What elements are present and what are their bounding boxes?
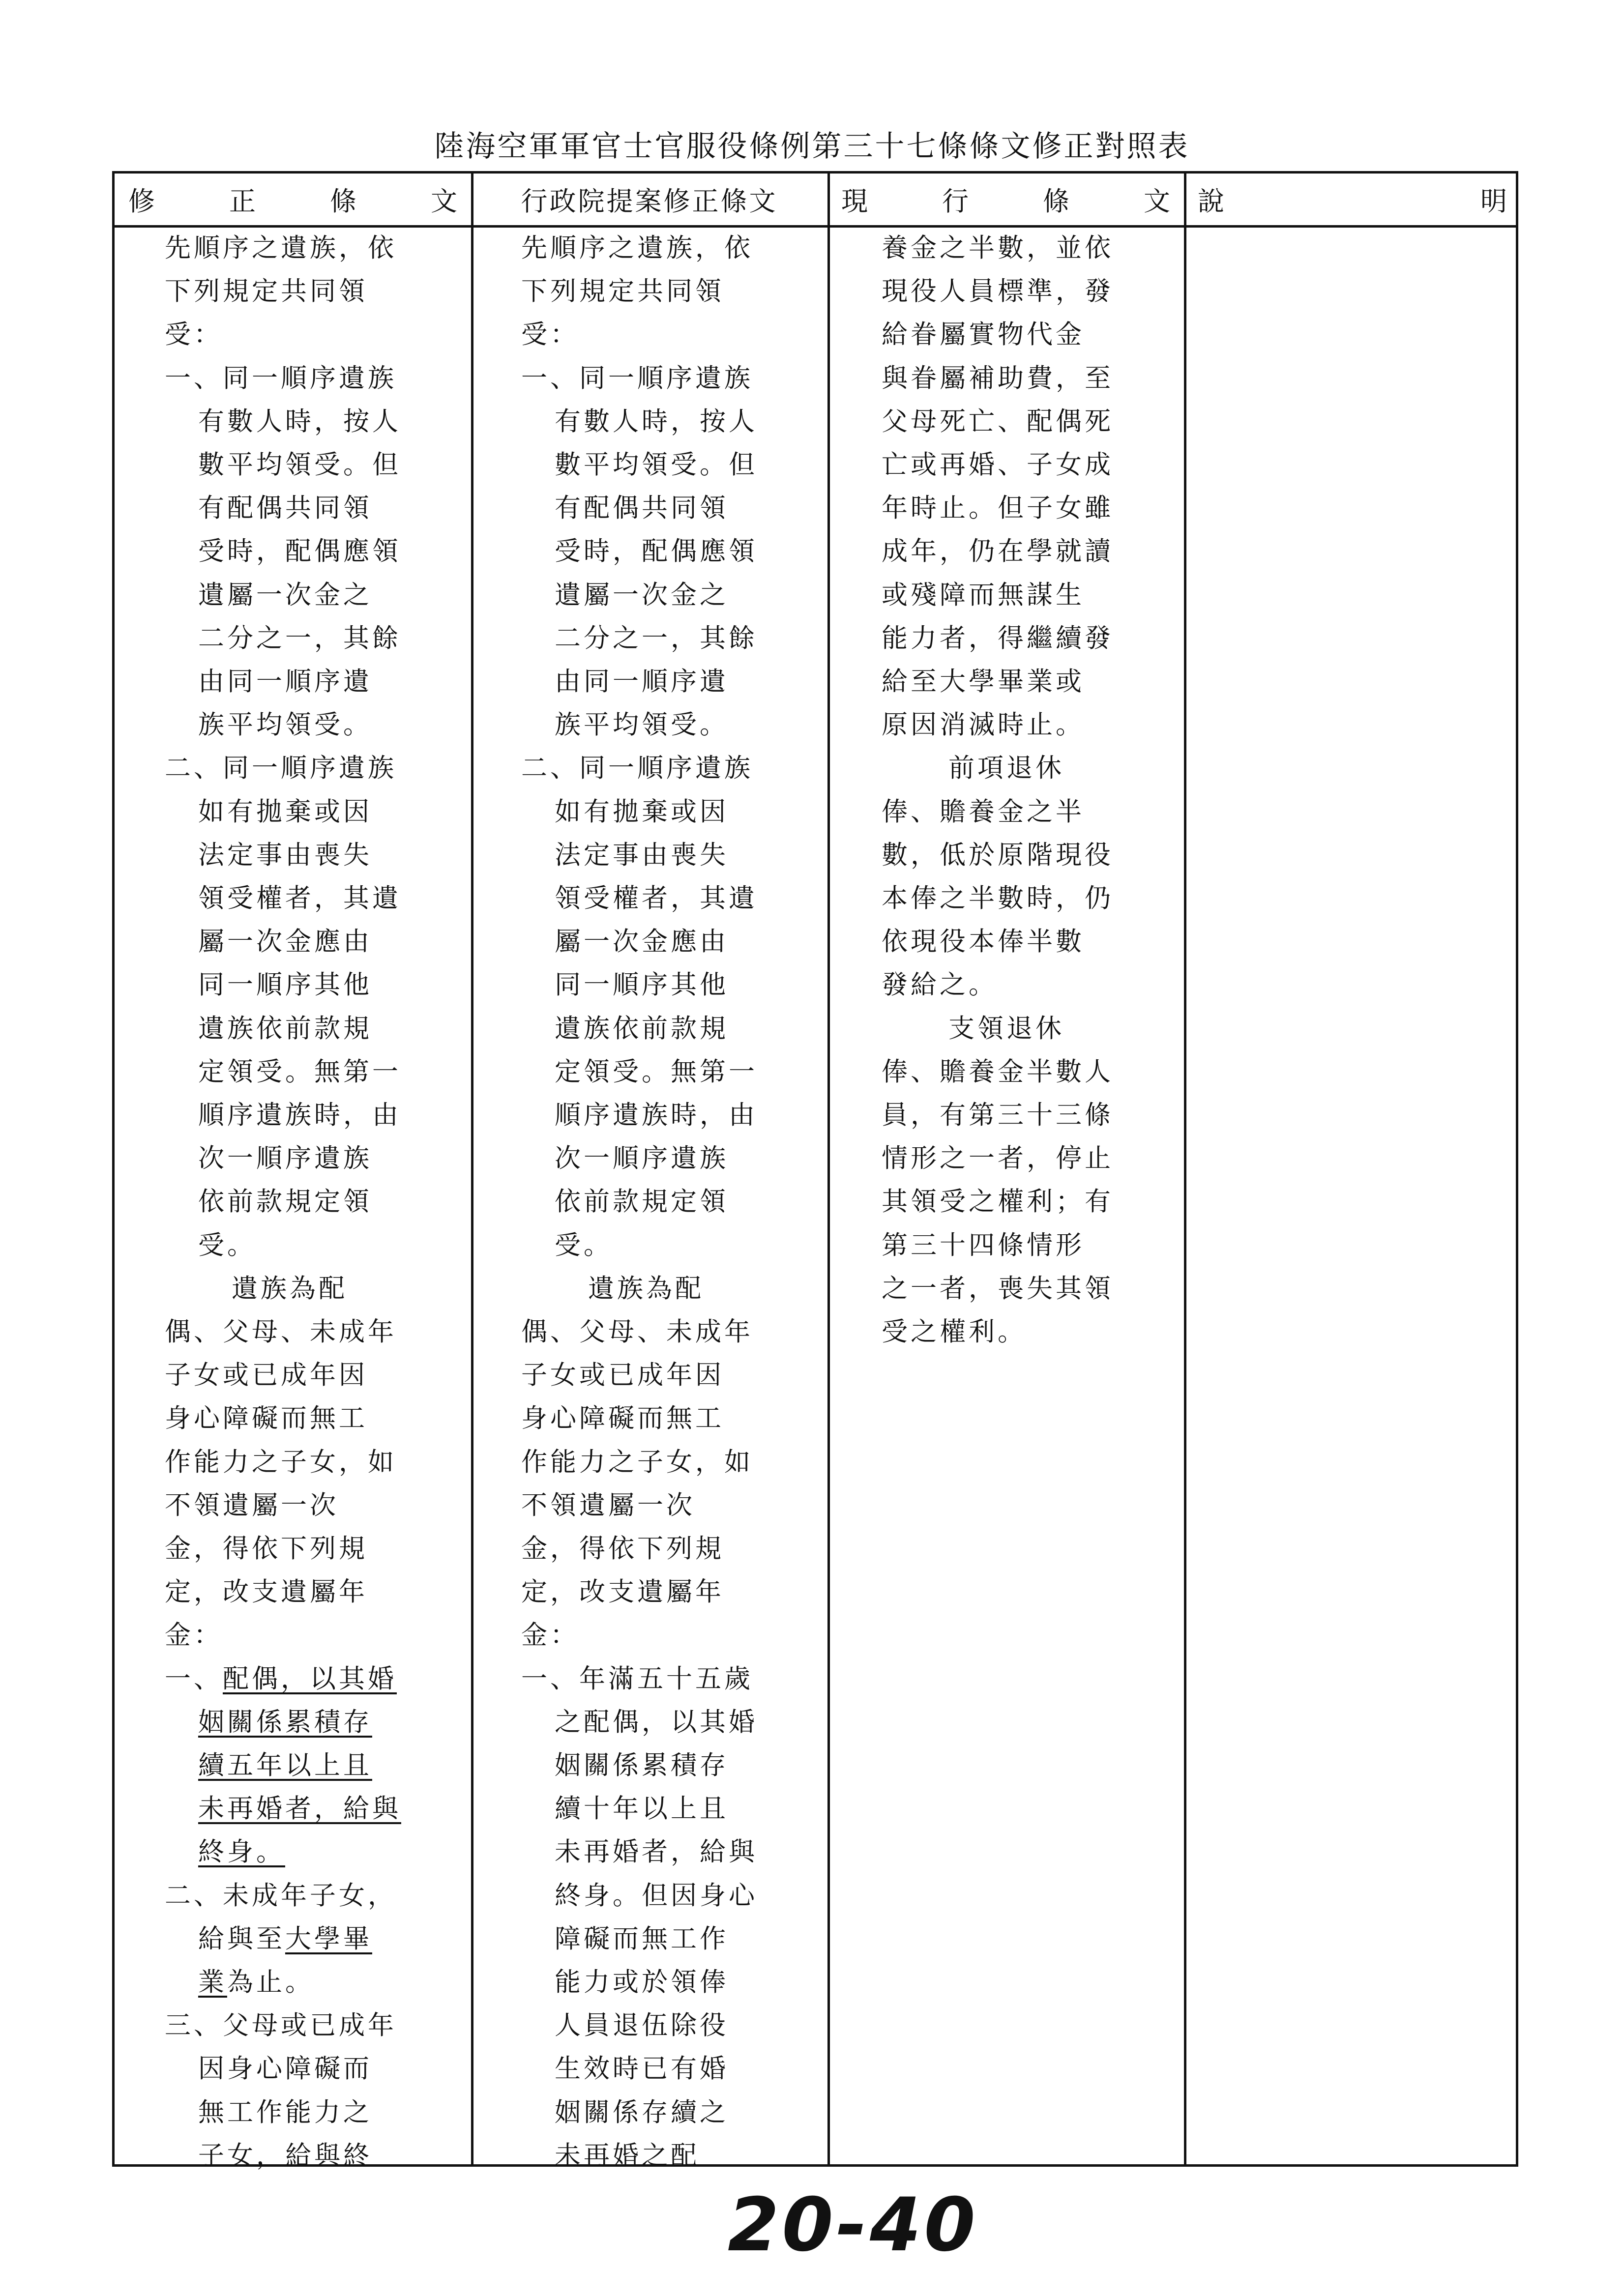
line-text: 受時，配偶應領	[555, 536, 758, 567]
amended-underlined-text: 終身。	[198, 1837, 285, 1867]
line-text: 一、年滿五十五歲	[521, 1663, 753, 1694]
header-executive-proposal	[471, 174, 827, 225]
line-text: 未再婚之配	[555, 2140, 700, 2171]
text-line	[882, 884, 1114, 913]
text-line	[555, 884, 758, 913]
amended-underlined-text: 業	[198, 1967, 227, 1997]
line-text: 有數人時，按人	[555, 406, 758, 436]
text-line	[198, 494, 372, 523]
amended-underlined-text: 姻關係累積存	[198, 1707, 372, 1737]
line-text: 偶、父母、未成年	[165, 1317, 397, 1347]
column-current-text	[827, 228, 1184, 2164]
line-text: 定領受。無第一	[555, 1056, 758, 1087]
line-text: 年時止。但子女雖	[882, 493, 1114, 523]
text-line	[882, 667, 1085, 697]
line-text: 第三十四條情形	[882, 1230, 1085, 1260]
text-line	[555, 2054, 729, 2084]
text-line	[521, 1664, 753, 1694]
text-line	[165, 277, 368, 306]
document-title: 陸海空軍軍官士官服役條例第三十七條條文修正對照表	[434, 129, 1190, 164]
text-line	[521, 1491, 695, 1520]
line-text: 數，低於原階現役	[882, 840, 1114, 870]
text-line	[882, 537, 1114, 566]
text-line	[588, 1274, 704, 1304]
line-text: 由同一順序遺	[555, 667, 729, 697]
line-text: 金：	[521, 1620, 579, 1651]
text-line	[555, 667, 729, 697]
line-text: 能力者，得繼續發	[882, 623, 1114, 653]
text-line	[882, 927, 1085, 957]
text-line	[165, 1577, 368, 1607]
line-text: 受之權利。	[882, 1317, 1027, 1347]
text-line	[555, 624, 758, 653]
line-text: 之一者，喪失其領	[882, 1273, 1114, 1304]
line-text: 二、未成年子女，	[165, 1880, 397, 1911]
line-text: 定領受。無第一	[198, 1056, 401, 1087]
line-text: 子女，給與終	[198, 2140, 372, 2171]
text-line	[198, 450, 401, 480]
line-text: 下列規定共同領	[165, 276, 368, 307]
text-line	[882, 233, 1114, 263]
text-line	[198, 1751, 372, 1780]
header-current-text	[827, 174, 1184, 225]
line-text: 順序遺族時，由	[198, 1100, 401, 1130]
line-text: 子女或已成年因	[165, 1360, 368, 1391]
text-line	[198, 624, 401, 653]
text-line	[555, 1881, 758, 1911]
text-line	[165, 233, 397, 263]
line-text: 遺族為配	[588, 1273, 704, 1304]
text-line	[198, 841, 372, 870]
text-line	[165, 1534, 368, 1564]
text-line	[521, 1534, 724, 1564]
amended-underlined-text: 大學畢	[285, 1923, 372, 1954]
line-text: 受時，配偶應領	[198, 536, 401, 567]
line-text: 身心障礙而無工	[165, 1403, 368, 1434]
text-line	[521, 233, 753, 263]
text-line	[165, 1404, 368, 1433]
text-line	[882, 1317, 1027, 1347]
line-text: 二分之一，其餘	[198, 623, 401, 653]
line-text: 先順序之遺族，依	[165, 233, 397, 263]
text-line	[198, 1187, 372, 1217]
text-line	[521, 1317, 753, 1347]
header-char: 行	[942, 186, 969, 217]
line-text: 障礙而無工作	[555, 1923, 729, 1954]
header-char: 現	[841, 186, 868, 217]
text-line	[165, 1881, 397, 1911]
line-text: 子女或已成年因	[521, 1360, 724, 1391]
text-line	[198, 2054, 372, 2084]
header-char: 條	[330, 186, 356, 217]
text-line	[165, 364, 397, 393]
page-number: 20-40	[728, 2182, 978, 2268]
line-text: 數平均領受。但	[555, 450, 758, 480]
text-line	[198, 1101, 401, 1130]
line-text: 續十年以上且	[555, 1794, 729, 1824]
text-line	[882, 320, 1085, 349]
line-text: 有配偶共同領	[555, 493, 729, 523]
text-line	[521, 1361, 724, 1390]
line-text: 有數人時，按人	[198, 406, 401, 436]
line-text: 有配偶共同領	[198, 493, 372, 523]
line-text: 能力或於領俸	[555, 1967, 729, 1997]
text-line	[198, 1231, 256, 1260]
line-text: 順序遺族時，由	[555, 1100, 758, 1130]
line-text: 金，得依下列規	[165, 1534, 368, 1564]
text-line	[882, 407, 1114, 436]
line-text: 受：	[521, 320, 579, 350]
comparison-table	[112, 171, 1518, 2171]
text-line	[882, 1274, 1114, 1304]
text-line	[521, 754, 753, 783]
text-line	[555, 2098, 729, 2127]
line-text: 原因消滅時止。	[882, 710, 1085, 740]
line-text: 法定事由喪失	[198, 840, 372, 870]
text-line	[555, 1101, 758, 1130]
line-text: 次一順序遺族	[198, 1143, 372, 1174]
text-line	[198, 1968, 314, 1997]
line-text: 定，改支遺屬年	[165, 1577, 368, 1607]
line-text: 一、同一順序遺族	[521, 363, 753, 393]
line-text: 屬一次金應由	[555, 927, 729, 957]
line-text: 次一順序遺族	[555, 1143, 729, 1174]
text-line	[882, 1231, 1085, 1260]
text-line	[198, 927, 372, 957]
text-line	[882, 797, 1085, 827]
amended-underlined-text: 未再婚者，給與	[198, 1794, 401, 1824]
line-text: 定，改支遺屬年	[521, 1577, 724, 1607]
text-line	[555, 1837, 758, 1867]
line-text: 遺屬一次金之	[198, 580, 372, 610]
line-text: 生效時已有婚	[555, 2054, 729, 2084]
line-text: 員，有第三十三條	[882, 1100, 1114, 1130]
text-line	[165, 1621, 223, 1650]
header-amended-text	[115, 174, 471, 225]
line-text: 不領遺屬一次	[165, 1490, 339, 1520]
text-line	[555, 407, 758, 436]
text-line	[521, 320, 579, 349]
text-line	[882, 364, 1114, 393]
line-text: 遺族為配	[232, 1273, 348, 1304]
line-text: 受：	[165, 320, 223, 350]
text-line	[198, 1794, 401, 1824]
text-line	[165, 2011, 397, 2040]
line-text: 遺屬一次金之	[555, 580, 729, 610]
text-line	[882, 970, 998, 1000]
line-text: 領受權者，其遺	[198, 883, 401, 913]
text-line	[521, 277, 724, 306]
text-line	[555, 710, 729, 740]
text-line	[555, 1057, 758, 1087]
line-text: 本俸之半數時，仍	[882, 883, 1114, 913]
header-char: 文	[1144, 186, 1170, 217]
line-text: 一、	[165, 1663, 223, 1694]
text-line	[555, 1751, 729, 1780]
text-line	[198, 581, 372, 610]
text-line	[165, 320, 223, 349]
text-line	[882, 841, 1114, 870]
text-line	[555, 1231, 613, 1260]
text-line	[521, 1448, 753, 1477]
line-text: 法定事由喪失	[555, 840, 729, 870]
text-line	[555, 1924, 729, 1954]
line-text: 支領退休	[948, 1013, 1064, 1044]
line-text: 成年，仍在學就讀	[882, 536, 1114, 567]
line-text: 情形之一者，停止	[882, 1143, 1114, 1174]
line-text: 姻關係存續之	[555, 2097, 729, 2127]
line-text: 金：	[165, 1620, 223, 1651]
text-line	[165, 754, 397, 783]
line-text: 作能力之子女，如	[165, 1447, 397, 1477]
line-text: 因身心障礙而	[198, 2054, 372, 2084]
line-text: 現役人員標準，發	[882, 276, 1114, 307]
text-line	[555, 841, 729, 870]
line-text: 依現役本俸半數	[882, 927, 1085, 957]
line-text: 或殘障而無謀生	[882, 580, 1085, 610]
header-char: 正	[229, 186, 256, 217]
text-line	[198, 407, 401, 436]
text-line	[948, 1014, 1064, 1044]
line-text: 如有拋棄或因	[555, 796, 729, 827]
line-text: 父母死亡、配偶死	[882, 406, 1114, 436]
text-line	[165, 1448, 397, 1477]
line-text: 俸、贍養金之半	[882, 796, 1085, 827]
text-line	[198, 1014, 372, 1044]
text-line	[198, 970, 372, 1000]
line-text: 姻關係累積存	[555, 1750, 729, 1780]
text-line	[198, 797, 372, 827]
line-text: 族平均領受。	[198, 710, 372, 740]
header-char: 修	[128, 186, 155, 217]
text-line	[882, 277, 1114, 306]
line-text: 二分之一，其餘	[555, 623, 758, 653]
text-line	[882, 1187, 1114, 1217]
line-text: 前項退休	[948, 753, 1064, 784]
text-line	[198, 710, 372, 740]
column-amended-text	[115, 228, 471, 2171]
text-line	[555, 970, 729, 1000]
line-text: 給與至	[198, 1923, 285, 1954]
text-line	[555, 1794, 729, 1824]
text-line	[521, 1404, 724, 1433]
line-text: 遺族依前款規	[198, 1013, 372, 1044]
text-line	[165, 1664, 397, 1694]
column-explanation	[1184, 228, 1521, 2164]
amended-underlined-text: 配偶，以其婚	[223, 1663, 397, 1694]
text-line	[165, 1317, 397, 1347]
text-line	[198, 1144, 372, 1173]
line-text: 依前款規定領	[198, 1187, 372, 1217]
text-line	[882, 1057, 1114, 1087]
text-line	[521, 1621, 579, 1650]
text-line	[948, 754, 1064, 783]
text-line	[165, 1491, 339, 1520]
text-line	[555, 1187, 729, 1217]
line-text: 身心障礙而無工	[521, 1403, 724, 1434]
text-line	[555, 1014, 729, 1044]
text-line	[198, 1057, 401, 1087]
text-line	[165, 1361, 368, 1390]
text-line	[882, 624, 1114, 653]
line-text: 為止。	[227, 1967, 314, 1997]
column-executive-proposal	[471, 228, 827, 2171]
line-text: 發給之。	[882, 970, 998, 1000]
line-text: 偶、父母、未成年	[521, 1317, 753, 1347]
line-text: 終身。但因身心	[555, 1880, 758, 1911]
line-text: 養金之半數，並依	[882, 233, 1114, 263]
line-text: 不領遺屬一次	[521, 1490, 695, 1520]
text-line	[198, 1924, 372, 1954]
line-text: 作能力之子女，如	[521, 1447, 753, 1477]
line-text: 未再婚者，給與	[555, 1837, 758, 1867]
text-line	[882, 710, 1085, 740]
line-text: 一、同一順序遺族	[165, 363, 397, 393]
line-text: 與眷屬補助費，至	[882, 363, 1114, 393]
line-text: 屬一次金應由	[198, 927, 372, 957]
text-line	[882, 1144, 1114, 1173]
text-line	[198, 2098, 372, 2127]
line-text: 下列規定共同領	[521, 276, 724, 307]
line-text: 之配偶，以其婚	[555, 1707, 758, 1737]
text-line	[521, 1577, 724, 1607]
line-text: 人員退伍除役	[555, 2010, 729, 2041]
header-explanation	[1184, 174, 1521, 225]
line-text: 領受權者，其遺	[555, 883, 758, 913]
text-line	[882, 450, 1114, 480]
text-line	[521, 364, 753, 393]
text-line	[232, 1274, 348, 1304]
header-char: 條	[1043, 186, 1069, 217]
text-line	[555, 2141, 700, 2171]
text-line	[555, 581, 729, 610]
line-text: 亡或再婚、子女成	[882, 450, 1114, 480]
text-line	[198, 1708, 372, 1737]
line-text: 族平均領受。	[555, 710, 729, 740]
text-line	[198, 667, 372, 697]
text-line	[555, 927, 729, 957]
amended-underlined-text: 續五年以上且	[198, 1750, 372, 1780]
text-line	[555, 1144, 729, 1173]
text-line	[198, 1837, 285, 1867]
line-text: 其領受之權利；有	[882, 1187, 1114, 1217]
line-text: 無工作能力之	[198, 2097, 372, 2127]
text-line	[555, 2011, 729, 2040]
text-line	[555, 450, 758, 480]
line-text: 二、同一順序遺族	[521, 753, 753, 784]
line-text: 二、同一順序遺族	[165, 753, 397, 784]
line-text: 三、父母或已成年	[165, 2010, 397, 2041]
line-text: 金，得依下列規	[521, 1534, 724, 1564]
line-text: 同一順序其他	[555, 970, 729, 1000]
text-line	[198, 2141, 372, 2171]
header-char: 文	[431, 186, 457, 217]
line-text: 如有拋棄或因	[198, 796, 372, 827]
text-line	[882, 1101, 1114, 1130]
text-line	[555, 1708, 758, 1737]
text-line	[555, 797, 729, 827]
line-text: 由同一順序遺	[198, 667, 372, 697]
line-text: 同一順序其他	[198, 970, 372, 1000]
line-text: 數平均領受。但	[198, 450, 401, 480]
header-char: 行政院提案修正條文	[521, 186, 778, 217]
line-text: 遺族依前款規	[555, 1013, 729, 1044]
line-text: 先順序之遺族，依	[521, 233, 753, 263]
line-text: 俸、贍養金半數人	[882, 1056, 1114, 1087]
text-line	[882, 494, 1114, 523]
line-text: 受。	[198, 1230, 256, 1260]
header-char: 說	[1198, 186, 1224, 217]
text-line	[882, 581, 1085, 610]
line-text: 受。	[555, 1230, 613, 1260]
line-text: 給至大學畢業或	[882, 667, 1085, 697]
line-text: 給眷屬實物代金	[882, 320, 1085, 350]
text-line	[198, 884, 401, 913]
text-line	[555, 537, 758, 566]
text-line	[555, 1968, 729, 1997]
header-char: 明	[1480, 186, 1507, 217]
line-text: 依前款規定領	[555, 1187, 729, 1217]
text-line	[198, 537, 401, 566]
text-line	[555, 494, 729, 523]
